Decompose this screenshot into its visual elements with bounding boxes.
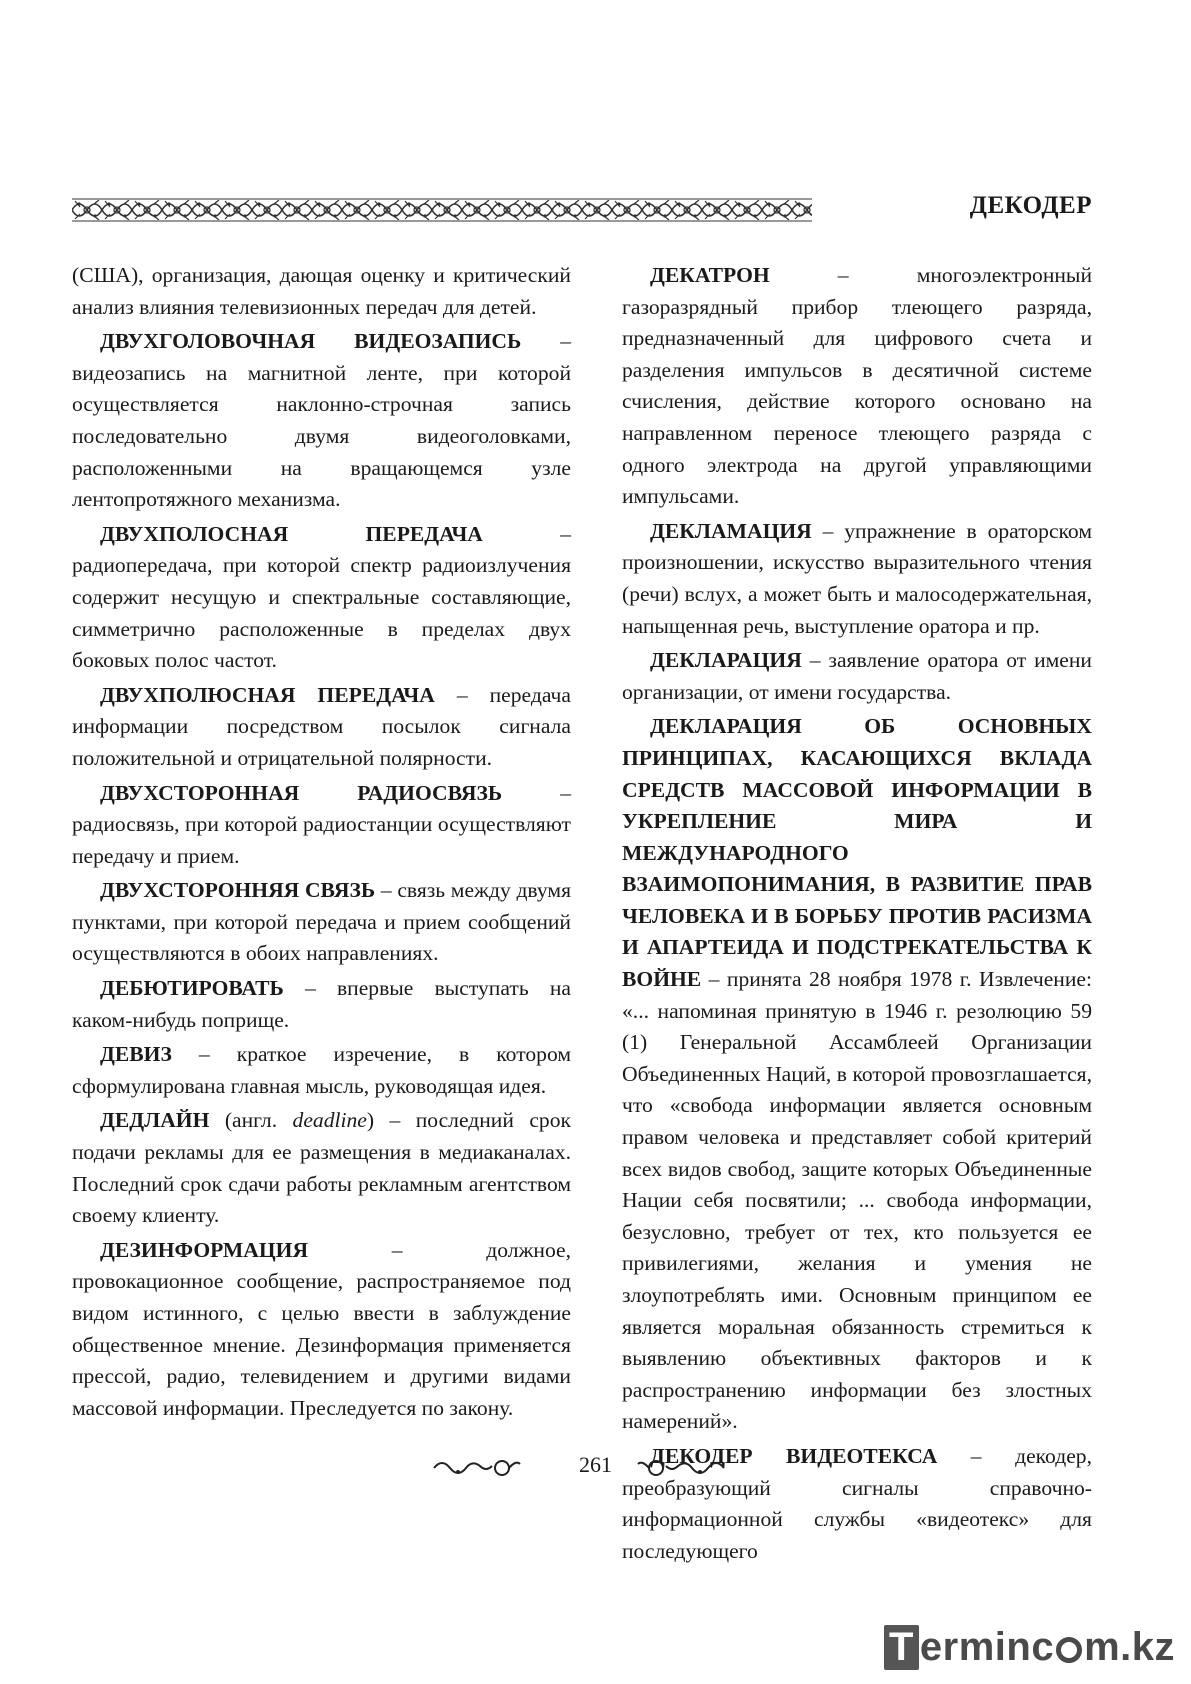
entry-definition: – передача информации посредством посылок сигнала положительной и отрицательной полярности. [72,682,571,770]
entry-term: ДЕКЛАМАЦИЯ [650,518,812,543]
dictionary-entry [72,1105,571,1231]
entry-definition: – декодер, преобразующий сигналы справочно-информационной службы «видеотекс» для последующего [622,1443,1092,1563]
entry-definition: – принята 28 ноября 1978 г. Извлечение: «... напоминая принятую в 1946 г. резолюцию 59 (1) Генеральной Ассамблеей Организации Объединенных Наций, в которой провозглашается, что «свобода информации является основным правом человека и представляет собой критерий всех видов свобод, защите которых Объединенные Нации себя посвятили; ... свобода информации, безусловно, требует от тех, кто пользуется ее привилегиями, желания и умения не злоупотреблять ими. Основным принципом ее является моральная обязанность стремиться к выявлению объективных факторов и к распространению информации без злостных намерений». [622,967,1092,1434]
entry-term: ДВУХПОЛОСНАЯ ПЕРЕДАЧА [100,521,483,546]
entry-definition-cont: ) – последний срок подачи рекламы для ее размещения в медиаканалах. Последний срок сдачи работы рекламным агентством своему клиенту. [72,1108,571,1228]
watermark-ring-icon [1056,1637,1082,1663]
dictionary-entry [72,260,571,323]
entry-term: ДЕДЛАЙН [100,1108,210,1133]
watermark-t: T [884,1625,919,1670]
entry-term: ДЕКЛАРАЦИЯ ОБ ОСНОВНЫХ ПРИНЦИПАХ, КАСАЮЩИХСЯ ВКЛАДА СРЕДСТВ МАССОВОЙ ИНФОРМАЦИИ В УКРЕПЛЕНИЕ МИРА И МЕЖДУНАРОДНОГО ВЗАИМОПОНИМАНИЯ, В РАЗВИТИЕ ПРАВ ЧЕЛОВЕКА И В БОРЬБУ ПРОТИВ РАСИЗМА И АПАРТЕИДА И ПОДСТРЕКАТЕЛЬСТВА К ВОЙНЕ [622,714,1092,992]
dictionary-entry [72,680,571,775]
watermark-part1: erminc [919,1625,1055,1669]
entry-definition: – впервые выступать на каком-нибудь поприще. [72,976,571,1032]
dictionary-entry [72,326,571,516]
dictionary-entry [72,875,571,970]
watermark-part2: m.kz [1084,1625,1175,1669]
entry-term: ДВУХПОЛЮСНАЯ ПЕРЕДАЧА [100,682,435,707]
entry-definition: – видеозапись на магнитной ленте, при которой осуществляется наклонно-строчная запись последовательно двумя видеоголовками, расположенными на вращающемся узле лентопротяжного механизма. [72,329,571,512]
entry-definition: – краткое изречение, в котором сформулирована главная мысль, руководящая идея. [72,1042,571,1098]
dictionary-entry [622,516,1092,642]
entry-term: ДЕВИЗ [100,1042,172,1067]
entry-term: ДЕКАТРОН [650,263,770,287]
site-watermark [884,1625,1175,1670]
left-column [72,260,571,1427]
entry-definition: – связь между двумя пунктами, при которой передача и прием сообщений осуществляются в обоих направлениях. [72,878,571,966]
entry-definition: – многоэлектронный газоразрядный прибор тлеющего разряда, предназначенный для цифрового счета и разделения импульсов в десятичной системе счисления, действие которого основано на направленном переносе тлеющего разряда с одного электрода на другой управляющими импульсами. [622,263,1092,509]
right-column [622,260,1092,1570]
dictionary-entry [72,973,571,1036]
dictionary-entry [622,645,1092,708]
dictionary-entry [72,1039,571,1102]
entry-term: ДВУХСТОРОННЯЯ СВЯЗЬ [100,878,376,903]
entry-definition: – должное, провокационное сообщение, распространяемое под видом истинного, с целью ввести в заблуждение общественное мнение. Дезинформация применяется прессой, радио, телевидением и другими видами массовой информации. Преследуется по закону. [72,1237,571,1420]
entry-definition: (США), организация, дающая оценку и критический анализ влияния телевизионных передач для детей. [72,263,571,319]
entry-term: ДЕКОДЕР ВИДЕОТЕКСА [650,1443,938,1468]
header-title: ДЕКОДЕР [969,192,1092,219]
dictionary-entry [72,1235,571,1425]
entry-definition: – радиосвязь, при которой радиостанции осуществляют передачу и прием. [72,780,571,868]
dictionary-entry [622,260,1092,513]
entry-term: ДЕКЛАРАЦИЯ [650,648,802,673]
entry-definition: – радиопередача, при которой спектр радиоизлучения содержит несущую и спектральные составляющие, симметрично расположенные в пределах двух боковых полос частот. [72,521,571,673]
entry-term: ДЕБЮТИРОВАТЬ [100,976,284,1001]
dictionary-entry [72,778,571,873]
entry-definition: – упражнение в ораторском произношении, искусство выразительного чтения (речи) вслух, а может быть и малосодержательная, напыщенная речь, выступление оратора и пр. [622,518,1092,638]
entry-term: ДВУХСТОРОННАЯ РАДИОСВЯЗЬ [100,780,503,805]
running-header [72,190,1092,230]
page-number: 261 [579,1452,612,1477]
entry-definition: – заявление оратора от имени организации, от имени государства. [622,648,1092,704]
entry-definition: (англ. [209,1108,293,1133]
entry-term: ДЕЗИНФОРМАЦИЯ [100,1237,309,1262]
celtic-knot-border-icon [72,198,812,222]
dictionary-entry [72,519,571,677]
dictionary-entry [622,711,1092,1438]
page-footer [0,1450,1191,1486]
entry-latin-term: deadline [292,1108,367,1133]
entry-term: ДВУХГОЛОВОЧНАЯ ВИДЕОЗАПИСЬ [100,329,522,354]
swirl-ornament-right-icon [636,1456,726,1480]
